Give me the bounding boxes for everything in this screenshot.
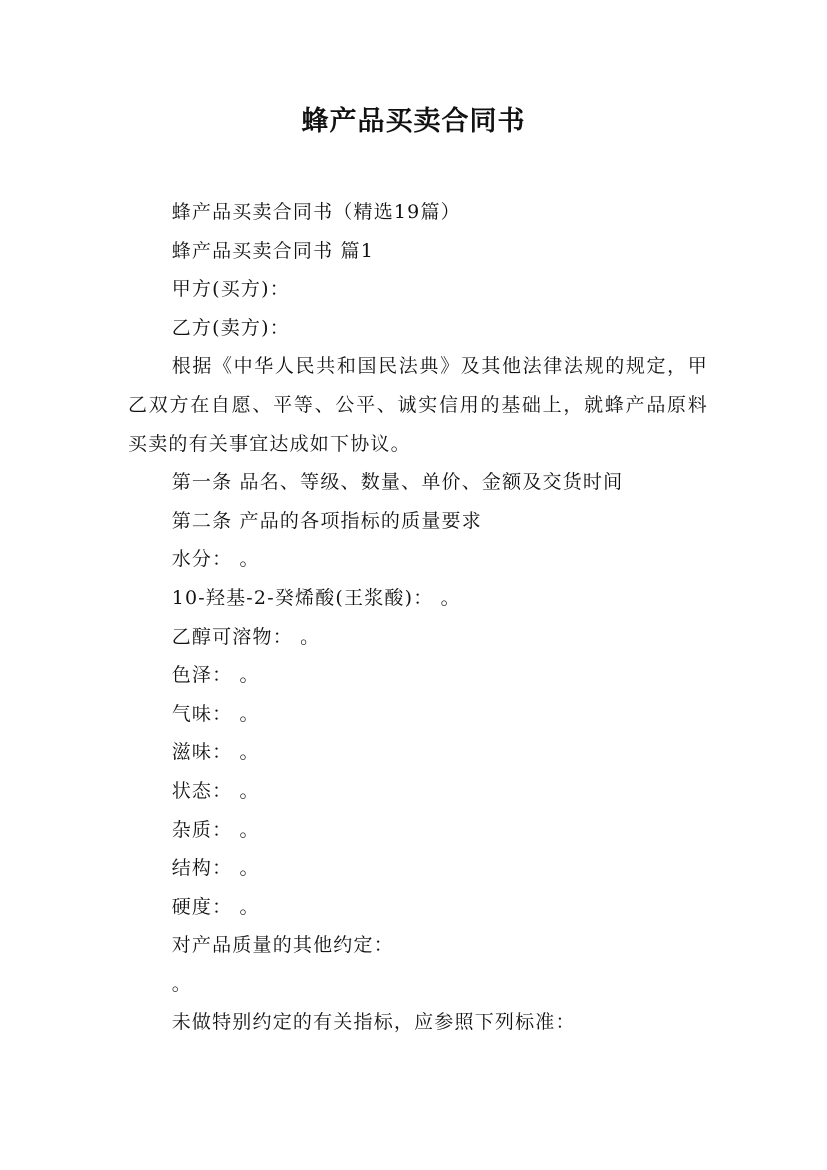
document-body — [128, 193, 708, 1042]
document-title: 蜂产品买卖合同书 — [301, 106, 526, 137]
paragraph-subtitle: 蜂产品买卖合同书（精选19篇） — [171, 201, 461, 223]
paragraph-unspecified-standards: 未做特别约定的有关指标，应参照下列标准： — [171, 1011, 576, 1034]
paragraph-article-1: 第一条 品名、等级、数量、单价、金额及交货时间 — [171, 471, 624, 494]
paragraph-preamble: 根据《中华人民共和国民法典》及其他法律法规的规定，甲乙双方在自愿、平等、公平、诚实信用的基础上，就蜂产品原料买卖的有关事宜达成如下协议。 — [128, 355, 708, 455]
paragraph-impurities: 杂质： 。 — [171, 818, 260, 841]
paragraph-structure: 结构： 。 — [171, 857, 260, 880]
paragraph-other-quality: 对产品质量的其他约定： — [171, 934, 394, 957]
paragraph-10-hda: 10-羟基-2-癸烯酸(王浆酸)： 。 — [171, 586, 461, 609]
paragraph-state: 状态： 。 — [171, 779, 260, 802]
paragraph-section-heading: 蜂产品买卖合同书 篇1 — [171, 239, 375, 262]
paragraph-moisture: 水分： 。 — [171, 548, 260, 571]
paragraph-taste: 滋味： 。 — [171, 741, 260, 764]
paragraph-party-b: 乙方(卖方)： — [171, 316, 290, 339]
paragraph-odor: 气味： 。 — [171, 702, 260, 725]
paragraph-period: 。 — [171, 972, 192, 995]
paragraph-article-2: 第二条 产品的各项指标的质量要求 — [171, 509, 482, 532]
paragraph-ethanol-soluble: 乙醇可溶物： 。 — [171, 625, 321, 648]
paragraph-party-a: 甲方(买方)： — [171, 278, 290, 301]
paragraph-color: 色泽： 。 — [171, 664, 260, 687]
paragraph-hardness: 硬度： 。 — [171, 895, 260, 918]
